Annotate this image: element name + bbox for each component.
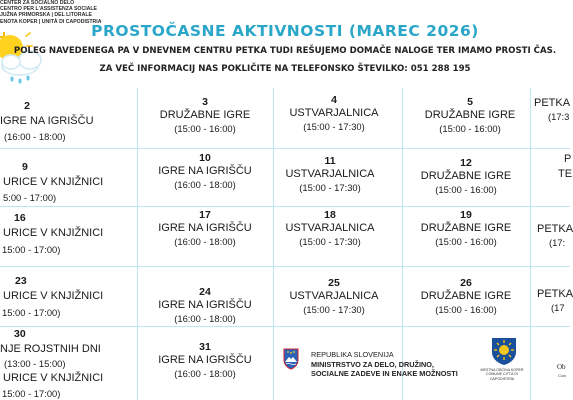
activity-label: URICE V KNJIŽNICI [3,372,104,384]
day-number: 3 [202,96,208,108]
activity-label: USTVARJALNICA [289,290,379,302]
org-line: CENTRO PER L'ASSISTENZA SOCIALE [0,6,98,13]
ministry-line: SOCIALNE ZADEVE IN ENAKE MOŽNOSTI [311,369,458,379]
activity-time: (16:00 - 18:00) [174,236,236,247]
day-number: 10 [199,152,211,164]
activity-label: USTVARJALNICA [285,168,375,180]
day-cell-5 [402,96,538,135]
day-number: 18 [324,209,336,221]
activity-label: DRUŽABNE IGRE [420,290,512,302]
day-number: 17 [199,209,211,221]
ministry-text [311,350,458,379]
day-number: 9 [22,161,28,173]
day-number: 23 [15,275,27,287]
grid-line [0,326,570,327]
activity-time: 15:00 - 17:00) [2,244,61,255]
day-number: 26 [460,277,472,289]
activity-time: 15:00 - 17:00) [2,388,61,399]
activity-time: (17: [549,237,566,248]
activity-label: URICE V KNJIŽNICI [3,227,104,239]
org-line: ENOTA KOPER | UNITÀ DI CAPODISTRIA [0,18,102,25]
day-cell-17 [137,209,273,248]
day-cell-11 [262,155,398,194]
grid-line [0,206,570,207]
activity-label: IGRE NA IGRIŠČU [158,222,252,234]
day-cell-20 [537,222,573,249]
day-number: 4 [331,94,337,106]
day-cell-12 [398,157,534,196]
activity-label: USTVARJALNICA [285,222,375,234]
ministry-line: REPUBLIKA SLOVENIJA [311,350,394,359]
activity-time: (16:00 - 18:00) [174,368,236,379]
activity-time: (16:00 - 18:00) [174,179,236,190]
activity-label: IGRE NA IGRIŠČU [158,299,252,311]
day-number: 25 [328,277,340,289]
activity-label: USTVARJALNICA [289,107,379,119]
day-cell-4 [266,94,402,133]
day-number: 31 [199,341,211,353]
right-logo-text: Ob [557,363,566,371]
activity-time: (15:00 - 16:00) [435,304,497,315]
activity-label: PETKA [537,288,573,300]
day-cell-3 [137,96,273,135]
day-cell-18 [262,209,398,248]
subtitle-phone: ZA VEČ INFORMACIJ NAS POKLIČITE NA TELEFONSKO ŠTEVILKO: 051 288 195 [99,64,471,74]
day-number: 12 [460,157,472,169]
page-title: PROSTOČASNE AKTIVNOSTI (MAREC 2026) [91,22,479,40]
subtitle-homework: POLEG NAVEDENEGA PA V DNEVNEM CENTRU PETKA TUDI REŠUJEMO DOMAČE NALOGE TER IMAMO PROSTI ČAS. [13,46,557,56]
activity-time: (17 [551,302,565,313]
day-number: 30 [14,328,26,340]
day-cell-2 [0,100,62,112]
activity-time: (16:00 - 18:00) [4,131,66,142]
activity-label: DRUŽABNE IGRE [420,170,512,182]
koper-line: COMUNE CITTÀ DI CAPODISTRIA [486,372,518,381]
activity-time: (15:00 - 17:30) [303,304,365,315]
day-cell-27 [537,287,573,314]
org-line: CENTER ZA SOCIALNO DELO [0,0,75,6]
activity-time: (15:00 - 16:00) [439,123,501,134]
koper-sun-logo-icon [490,336,518,366]
day-cell-26 [398,277,534,316]
activity-time: (13:00 - 15:00) [4,358,66,369]
day-cell-6 [534,96,570,123]
activity-time: 15:00 - 17:00) [2,307,61,318]
day-number: 16 [14,212,26,224]
grid-line [0,148,570,149]
activity-label: URICE V KNJIŽNICI [3,176,104,188]
day-number: 5 [467,96,473,108]
day-cell-25 [266,277,402,316]
day-cell-24 [137,286,273,325]
activity-label: IGRE NA IGRIŠČU [158,165,252,177]
right-logo-subtext: Cow [558,373,567,378]
ministry-line: MINISTRSTVO ZA DELO, DRUŽINO, [311,359,434,369]
day-number: 11 [324,155,336,167]
koper-text [477,368,527,381]
grid-line [0,266,570,267]
activity-label: IGRE NA IGRIŠČU [0,115,94,127]
day-cell-10 [137,152,273,191]
activity-label: IGRE NA IGRIŠČU [158,354,252,366]
slovenia-coat-of-arms-icon [283,348,299,370]
day-number: 19 [460,209,472,221]
activity-label: PETKA [537,223,573,235]
activity-label: PETKA [534,97,571,109]
activity-time: 5:00 - 17:00) [3,192,57,203]
activity-label: DRUŽABNE IGRE [159,109,251,121]
activity-time: (15:00 - 17:30) [299,236,361,247]
activity-time: (15:00 - 16:00) [435,184,497,195]
day-cell-31 [137,341,273,380]
activity-time: (15:00 - 16:00) [435,236,497,247]
activity-time: (16:00 - 18:00) [174,313,236,324]
activity-label: TE [558,168,573,180]
activity-time: (17:3 [548,111,570,122]
koper-line: MESTNA OBČINA KOPER [480,368,524,372]
activity-time: (15:00 - 17:30) [299,182,361,193]
activity-label: URICE V KNJIŽNICI [3,290,104,302]
activity-label: DRUŽABNE IGRE [420,222,512,234]
org-line: JUŽNA PRIMORSKA | DEL LITORALE [0,12,92,19]
activity-label: P [564,153,572,165]
activity-label: DRUŽABNE IGRE [424,109,516,121]
day-number: 24 [199,286,211,298]
activity-label: NJE ROJSTNIH DNI [0,343,101,355]
activity-time: (15:00 - 17:30) [303,121,365,132]
day-cell-19 [398,209,534,248]
day-number: 2 [24,100,30,112]
activity-time: (15:00 - 16:00) [174,123,236,134]
